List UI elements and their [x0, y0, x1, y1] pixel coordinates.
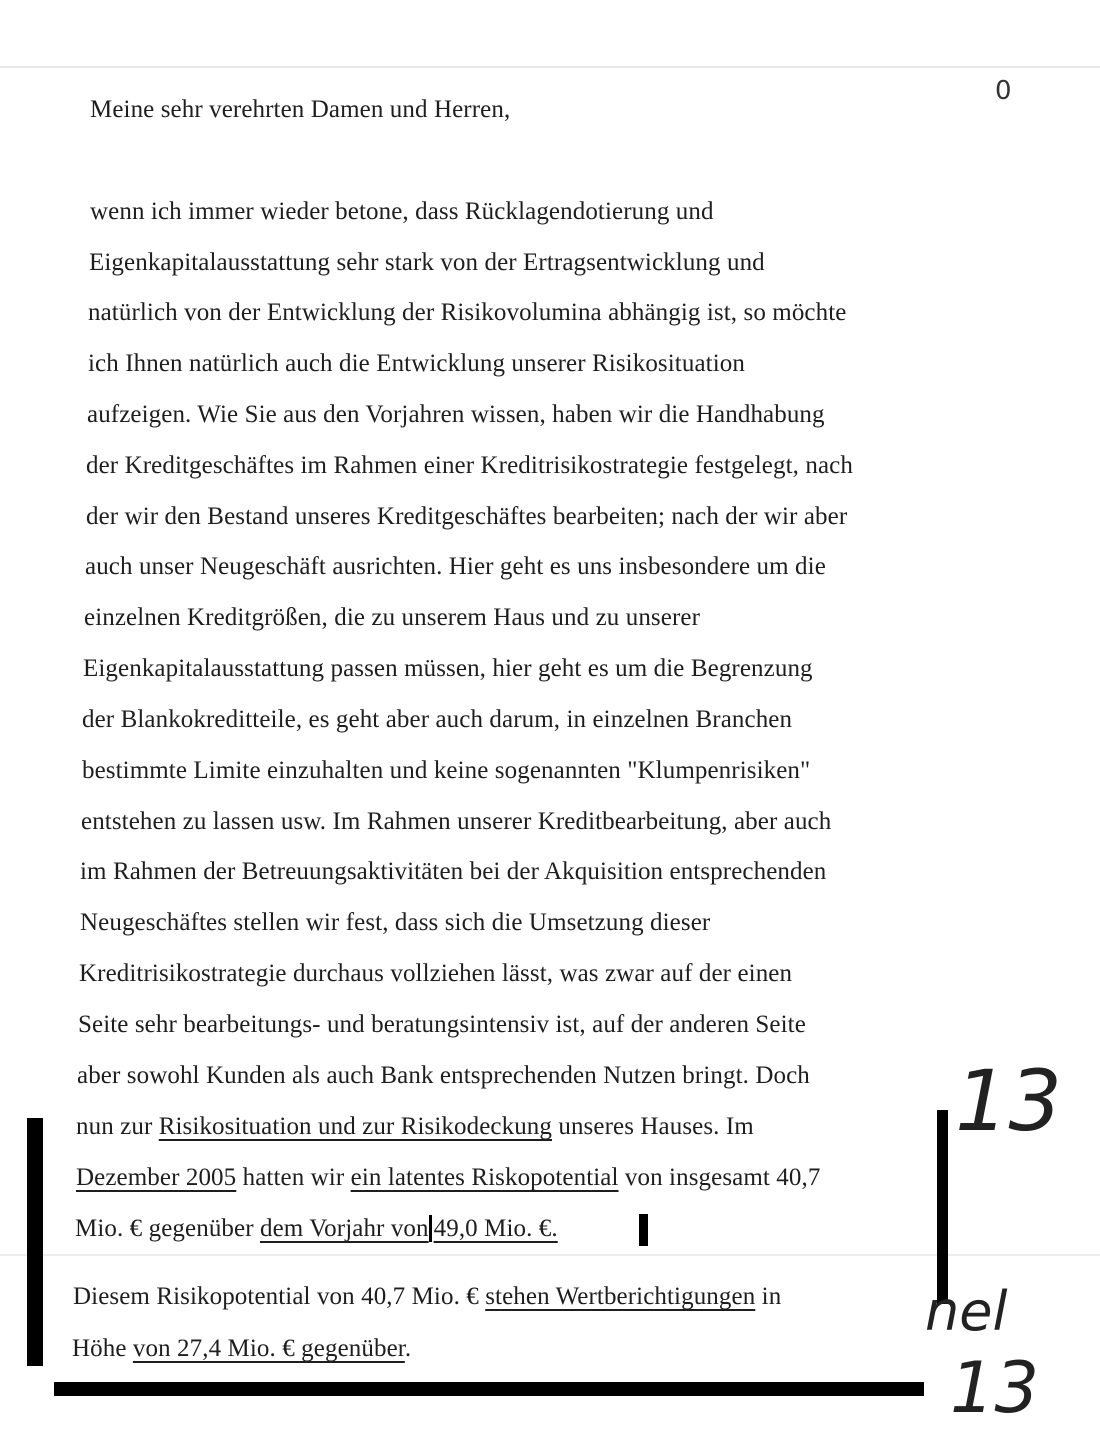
text-segment: in [755, 1283, 782, 1310]
underlined-phrase: von 27,4 Mio. € gegenüber [132, 1335, 405, 1362]
end-marker-bar [639, 1214, 648, 1246]
text-line: Seite sehr bearbeitungs- und beratungsintensiv ist, auf der anderen Seite [78, 1011, 806, 1038]
right-margin-bar [937, 1110, 948, 1304]
text-line: aufzeigen. Wie Sie aus den Vorjahren wissen, haben wir die Handhabung [87, 401, 825, 428]
text-line: der wir den Bestand unseres Kreditgeschäftes bearbeiten; nach der wir aber [86, 503, 848, 530]
text-line: entstehen zu lassen usw. Im Rahmen unserer Kreditbearbeitung, aber auch [81, 808, 832, 835]
text-line: Eigenkapitalausstattung sehr stark von der Ertragsentwicklung und [89, 249, 765, 276]
scan-edge [0, 1254, 1100, 1256]
marked-text-line [76, 1112, 754, 1142]
bottom-rule-bar [54, 1382, 924, 1396]
text-line: Kreditrisikostrategie durchaus vollziehen lässt, was zwar auf der einen [79, 960, 793, 987]
marked-text-line [76, 1163, 820, 1193]
text-line: der Kreditgeschäftes im Rahmen einer Kreditrisikostrategie festgelegt, nach [86, 452, 853, 479]
text-line: auch unser Neugeschäft ausrichten. Hier geht es uns insbesondere um die [85, 553, 826, 580]
underlined-phrase: dem Vorjahr von [260, 1215, 429, 1242]
marked-text-line [73, 1282, 781, 1312]
handwritten-note: 13 [950, 1347, 1040, 1429]
text-segment: Diesem Risikopotential von 40,7 Mio. € [73, 1283, 486, 1310]
text-segment: Höhe [72, 1335, 133, 1362]
left-margin-bar [27, 1118, 43, 1366]
handwritten-note: nel [925, 1280, 1008, 1343]
text-line: aber sowohl Kunden als auch Bank entsprechenden Nutzen bringt. Doch [77, 1062, 810, 1089]
text-line: Eigenkapitalausstattung passen müssen, hier geht es um die Begrenzung [83, 655, 813, 682]
text-line: natürlich von der Entwicklung der Risikovolumina abhängig ist, so möchte [88, 299, 847, 326]
text-line: im Rahmen der Betreuungsaktivitäten bei der Akquisition entsprechenden [80, 858, 827, 885]
text-segment: Mio. € gegenüber [75, 1215, 260, 1242]
marked-text-line [72, 1334, 411, 1364]
scan-edge [0, 66, 1100, 68]
underlined-phrase: stehen Wertberichtigungen [485, 1283, 756, 1310]
handwritten-note: 13 [955, 1052, 1062, 1150]
text-segment: von insgesamt 40,7 [618, 1164, 821, 1191]
text-line: einzelnen Kreditgrößen, die zu unserem Haus und zu unserer [84, 604, 700, 631]
text-segment: hatten wir [236, 1164, 351, 1191]
text-line: der Blankokreditteile, es geht aber auch darum, in einzelnen Branchen [82, 706, 793, 733]
text-line: bestimmte Limite einzuhalten und keine sogenannten "Klumpenrisiken" [82, 757, 811, 784]
page-number: 0 [995, 76, 1012, 106]
underlined-phrase: Dezember 2005 [76, 1164, 237, 1191]
text-segment: nun zur [76, 1113, 159, 1140]
text-segment: unseres Hauses. Im [552, 1113, 754, 1140]
text-line: wenn ich immer wieder betone, dass Rücklagendotierung und [90, 198, 714, 225]
marked-text-line [75, 1214, 558, 1244]
text-segment: . [404, 1335, 412, 1362]
text-line: Neugeschäftes stellen wir fest, dass sich die Umsetzung dieser [80, 909, 711, 936]
underlined-phrase: Risikosituation und zur Risikodeckung [158, 1113, 552, 1140]
underlined-phrase: 49,0 Mio. €. [429, 1215, 558, 1242]
text-line: ich Ihnen natürlich auch die Entwicklung unserer Risikosituation [88, 350, 745, 377]
salutation: Meine sehr verehrten Damen und Herren, [90, 96, 511, 123]
underlined-phrase: ein latentes Riskopotential [350, 1164, 619, 1191]
